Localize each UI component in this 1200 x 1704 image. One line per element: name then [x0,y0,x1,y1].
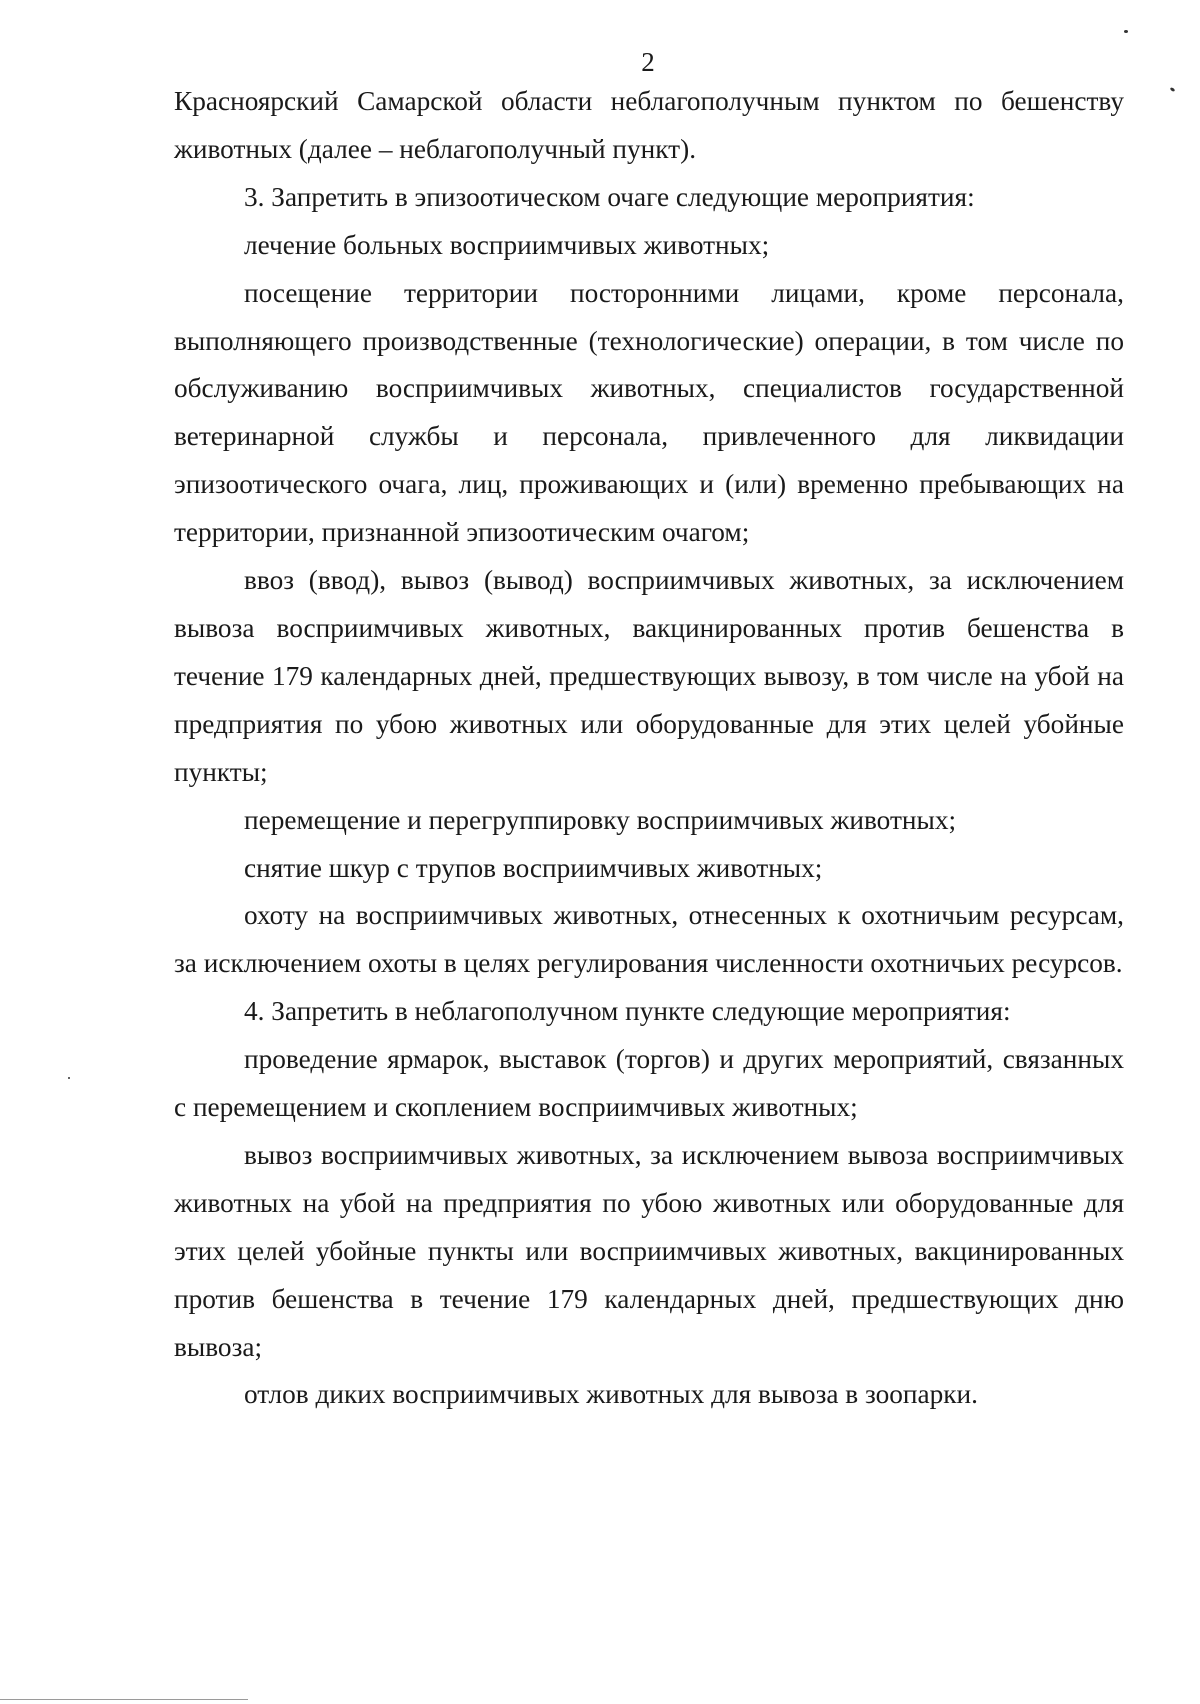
paragraph-continuation: Красноярский Самарской области неблагополучным пунктом по бешенству животных (далее – неблагополучный пункт). [174,86,1124,164]
bottom-rule [0,1699,248,1700]
paragraph-clause-3-item-5: снятие шкур с трупов восприимчивых животных; [244,852,823,883]
paragraph-clause-3: 3. Запретить в эпизоотическом очаге следующие мероприятия: [244,181,975,212]
paragraph-clause-4-item-3: отлов диких восприимчивых животных для вывоза в зоопарки. [244,1379,978,1410]
paragraph-clause-3-item-2: посещение территории посторонними лицами, кроме персонала, выполняющего производственные (технологические) операции, в том числе по обслуживанию восприимчивых животных, специалистов государственной ветеринарной службы и персонала, привлеченного для ликвидации эпизоотического очага, лиц, проживающих и (или) временно пребывающих на территории, признанной эпизоотическим очагом; [174,277,1124,548]
paragraph-clause-3-item-3: ввоз (ввод), вывоз (вывод) восприимчивых животных, за исключением вывоза восприимчивых животных, вакцинированных против бешенства в течение 179 календарных дней, предшествующих вывозу, в том числе на убой на предприятия по убою животных или оборудованные для этих целей убойные пункты; [174,565,1124,787]
page-number: 2 [641,47,655,77]
paragraph-clause-4: 4. Запретить в неблагополучном пункте следующие мероприятия: [244,996,1011,1027]
paragraph-clause-3-item-1: лечение больных восприимчивых животных; [244,229,770,260]
paragraph-clause-3-item-6: охоту на восприимчивых животных, отнесенных к охотничьим ресурсам, за исключением охоты в целях регулирования численности охотничьих ресурсов. [174,900,1124,979]
scan-speck [1170,87,1176,92]
paragraph-clause-4-item-2: вывоз восприимчивых животных, за исключением вывоза восприимчивых животных на убой на предприятия по убою животных или оборудованные для этих целей убойные пункты или восприимчивых животных, вакцинированных против бешенства в течение 179 календарных дней, предшествующих дню вывоза; [174,1139,1124,1362]
scan-speck [1124,30,1128,33]
paragraph-clause-3-item-4: перемещение и перегруппировку восприимчивых животных; [244,804,957,835]
scan-speck [68,1077,70,1079]
document-body [174,78,1124,1419]
paragraph-clause-4-item-1: проведение ярмарок, выставок (торгов) и других мероприятий, связанных с перемещением и скоплением восприимчивых животных; [174,1044,1124,1123]
